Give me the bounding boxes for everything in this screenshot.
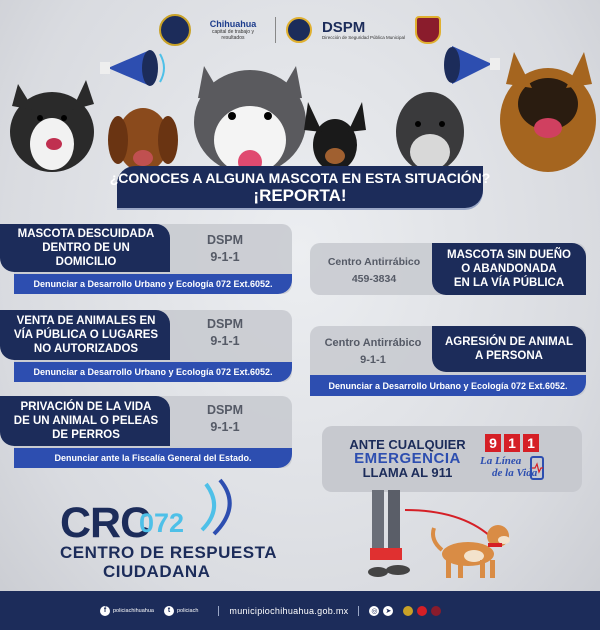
twitter-handle: policiach — [176, 607, 199, 614]
case-2-phone: 9-1-1 — [210, 334, 240, 348]
crc-name-line-1: CENTRO DE RESPUESTA — [60, 543, 277, 562]
leg-left — [372, 490, 384, 548]
facebook-handle: policiachihuahua — [113, 607, 154, 614]
emergency-message — [340, 438, 475, 480]
case-5-phone: 9-1-1 — [360, 354, 386, 366]
case-5-agency — [314, 335, 432, 369]
dogs-photo — [0, 40, 600, 172]
case-3-line-2: DE UN ANIMAL O PELEAS — [13, 415, 159, 427]
case-3-line-3: DE PERROS — [52, 429, 120, 441]
case-5-line-1: AGRESIÓN DE ANIMAL — [445, 336, 573, 348]
case-4-phone: 459-3834 — [351, 273, 397, 285]
case-4-situation — [434, 245, 584, 293]
dog-schnauzer — [396, 92, 464, 172]
case-1-line-1: MASCOTA DESCUIDADA — [17, 228, 155, 240]
person-walking-dog-illustration — [350, 490, 540, 590]
emergency-line-2: EMERGENCIA — [354, 450, 461, 467]
case-2-agency-name: DSPM — [206, 317, 244, 331]
instagram-icon[interactable]: ◎ — [371, 606, 378, 615]
crc-number: 072 — [139, 508, 185, 538]
signal-waves-icon — [198, 478, 242, 538]
crc-name-line-2: CIUDADANA — [103, 562, 211, 581]
dog-black-white — [10, 80, 94, 172]
dog-german-shepherd — [500, 52, 596, 172]
case-1-agency-name: DSPM — [206, 233, 244, 247]
slogan-line-2: de la Vida — [492, 467, 538, 479]
case-1-phone: 9-1-1 — [210, 250, 240, 264]
dog-chihuahua — [304, 102, 366, 171]
case-2-note: Denunciar a Desarrollo Urbano y Ecología 072 Ext.6052. — [14, 362, 292, 382]
footer-facebook[interactable] — [100, 606, 154, 616]
case-1-note: Denunciar a Desarrollo Urbano y Ecología 072 Ext.6052. — [14, 274, 292, 294]
emergency-line-1: ANTE CUALQUIER — [349, 437, 466, 452]
emergency-line-3: LLAMA AL 911 — [362, 465, 453, 480]
telegram-icon[interactable]: ➤ — [383, 606, 393, 616]
case-3-agency — [180, 402, 270, 436]
title-question: ¿CONOCES A ALGUNA MASCOTA EN ESTA SITUACIÓN? — [109, 170, 491, 186]
title-call-to-action: ¡REPORTA! — [253, 186, 347, 205]
case-2-line-3: NO AUTORIZADOS — [33, 343, 139, 355]
dog-dachshund — [108, 108, 178, 172]
case-3-situation — [4, 398, 168, 444]
911-mini-icon — [417, 606, 427, 616]
case-2-agency — [180, 316, 270, 350]
case-5-situation — [434, 328, 584, 370]
dog-husky — [194, 66, 306, 172]
case-5-line-2: A PERSONA — [475, 350, 543, 362]
phone-icon — [530, 456, 544, 480]
case-3-note: Denunciar ante la Fiscalía General del Estado. — [14, 448, 292, 468]
case-1-situation — [6, 225, 166, 271]
case-1-line-2: DENTRO DE UN — [42, 242, 130, 254]
case-3-agency-name: DSPM — [206, 403, 244, 417]
case-5-agency-name: Centro Antirrábico — [324, 337, 422, 349]
case-3-phone: 9-1-1 — [210, 420, 240, 434]
slogan-line-1: La Línea — [480, 455, 522, 467]
case-2-line-2: VÍA PÚBLICA O LUGARES — [13, 329, 159, 341]
megaphone-left-icon — [100, 50, 164, 86]
dspm-subtitle: Dirección de Seguridad Pública Municipal — [321, 35, 406, 40]
case-2-line-1: VENTA DE ANIMALES EN — [16, 315, 156, 327]
twitter-icon: t — [164, 606, 174, 616]
case-1-line-3: DOMICILIO — [55, 256, 117, 268]
911-digit-2: 1 — [504, 434, 520, 452]
seal-mini-icon — [403, 606, 413, 616]
case-4-line-3: EN LA VÍA PÚBLICA — [453, 277, 565, 289]
shield-mini-icon — [431, 606, 441, 616]
case-4-line-2: O ABANDONADA — [461, 263, 557, 275]
case-1-agency — [180, 232, 270, 266]
footer-website[interactable]: municipiochihuahua.gob.mx — [229, 605, 349, 616]
crc-acronym: CRC — [60, 499, 151, 547]
dspm-name: DSPM — [321, 19, 366, 36]
case-5-note: Denunciar a Desarrollo Urbano y Ecología 072 Ext.6052. — [310, 375, 586, 396]
911-logo — [485, 434, 539, 452]
footer — [0, 591, 600, 630]
case-3-line-1: PRIVACIÓN DE LA VIDA — [20, 401, 152, 413]
leg-right — [388, 490, 400, 548]
megaphone-right-icon — [444, 46, 500, 84]
case-4-agency-name: Centro Antirrábico — [327, 256, 421, 268]
911-digit-1: 9 — [485, 434, 501, 452]
case-4-agency — [314, 254, 434, 288]
facebook-icon: f — [100, 606, 110, 616]
case-2-situation — [4, 312, 168, 358]
footer-twitter[interactable] — [164, 606, 198, 616]
chihuahua-brand: Chihuahua — [209, 19, 257, 29]
case-4-line-1: MASCOTA SIN DUEÑO — [447, 249, 571, 261]
footer-divider-2 — [358, 606, 359, 616]
911-digit-3: 1 — [523, 434, 539, 452]
chihuahua-tagline: capital de trabajo y resultados — [211, 29, 254, 41]
footer-divider — [218, 606, 219, 616]
dspm-logo — [322, 20, 405, 40]
